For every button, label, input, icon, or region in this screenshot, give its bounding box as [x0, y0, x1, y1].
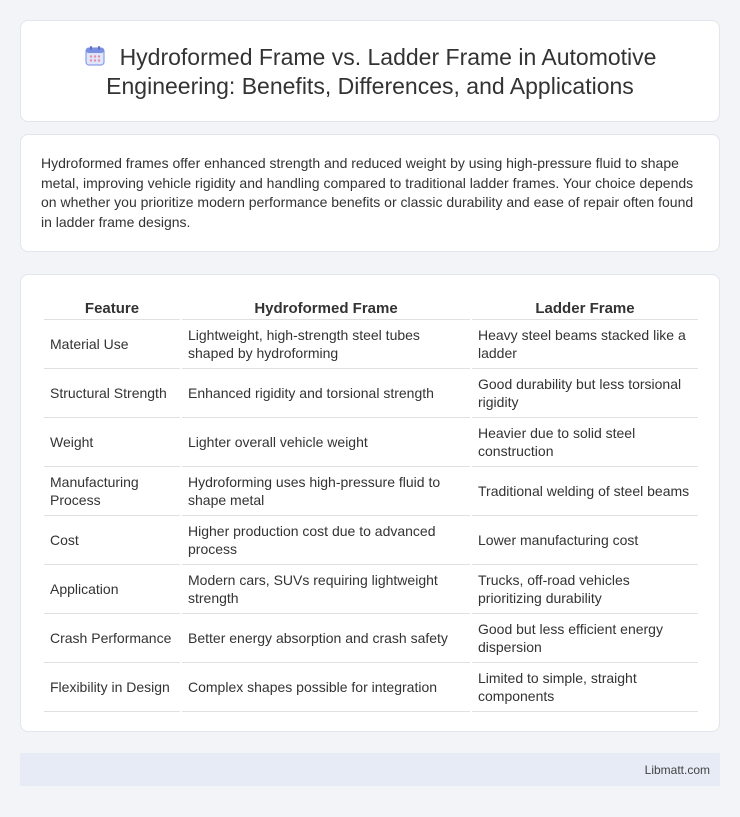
feature-cell: Flexibility in Design	[44, 663, 180, 712]
table-row	[44, 320, 698, 369]
ladder-cell: Heavier due to solid steel construction	[472, 418, 698, 467]
title-card	[20, 20, 720, 122]
footer-site-link[interactable]: Libmatt.com	[644, 763, 710, 777]
ladder-cell: Good durability but less torsional rigidity	[472, 369, 698, 418]
page-title	[45, 43, 695, 101]
hydroformed-cell: Better energy absorption and crash safety	[182, 614, 470, 663]
ladder-cell: Limited to simple, straight components	[472, 663, 698, 712]
intro-card	[20, 134, 720, 252]
comparison-card	[20, 274, 720, 732]
feature-cell: Crash Performance	[44, 614, 180, 663]
feature-cell: Manufacturing Process	[44, 467, 180, 516]
table-row	[44, 614, 698, 663]
ladder-cell: Good but less efficient energy dispersion	[472, 614, 698, 663]
hydroformed-cell: Complex shapes possible for integration	[182, 663, 470, 712]
ladder-cell: Trucks, off-road vehicles prioritizing durability	[472, 565, 698, 614]
feature-cell: Structural Strength	[44, 369, 180, 418]
feature-cell: Cost	[44, 516, 180, 565]
hydroformed-cell: Higher production cost due to advanced process	[182, 516, 470, 565]
intro-paragraph: Hydroformed frames offer enhanced strength and reduced weight by using high-pressure fluid to shape metal, improving vehicle rigidity and handling compared to traditional ladder frames. Your choice depends on whether you prioritize modern performance benefits or classic durability and ease of repair often found in ladder frame designs.	[41, 155, 694, 230]
page-title-text: Hydroformed Frame vs. Ladder Frame in Automotive Engineering: Benefits, Differences, and Applications	[106, 44, 657, 99]
feature-cell: Material Use	[44, 320, 180, 369]
ladder-cell: Lower manufacturing cost	[472, 516, 698, 565]
feature-cell: Application	[44, 565, 180, 614]
hydroformed-cell: Lighter overall vehicle weight	[182, 418, 470, 467]
hydroformed-cell: Lightweight, high-strength steel tubes shaped by hydroforming	[182, 320, 470, 369]
comparison-table	[42, 295, 700, 712]
ladder-cell: Traditional welding of steel beams	[472, 467, 698, 516]
feature-cell: Weight	[44, 418, 180, 467]
table-row	[44, 467, 698, 516]
table-row	[44, 418, 698, 467]
footer	[20, 753, 720, 786]
header-ladder: Ladder Frame	[472, 295, 698, 320]
table-row	[44, 369, 698, 418]
table-row	[44, 565, 698, 614]
hydroformed-cell: Hydroforming uses high-pressure fluid to shape metal	[182, 467, 470, 516]
ladder-cell: Heavy steel beams stacked like a ladder	[472, 320, 698, 369]
calendar-icon	[84, 45, 106, 67]
header-feature: Feature	[44, 295, 180, 320]
table-row	[44, 663, 698, 712]
hydroformed-cell: Enhanced rigidity and torsional strength	[182, 369, 470, 418]
table-row	[44, 516, 698, 565]
hydroformed-cell: Modern cars, SUVs requiring lightweight strength	[182, 565, 470, 614]
table-header-row	[44, 295, 698, 320]
header-hydroformed: Hydroformed Frame	[182, 295, 470, 320]
